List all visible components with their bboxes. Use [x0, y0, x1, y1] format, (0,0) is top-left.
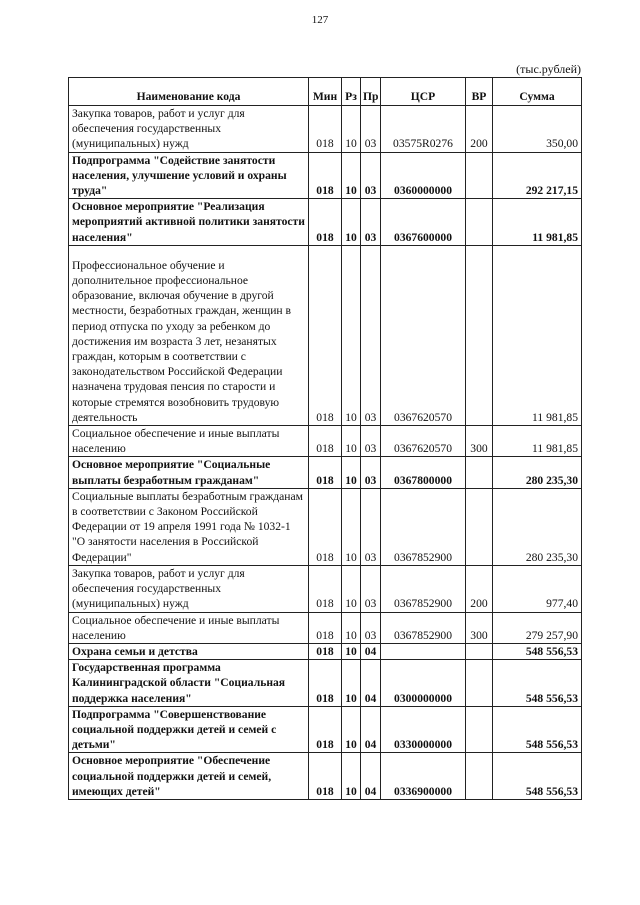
- cell-pr: 03: [361, 199, 381, 246]
- cell-min: 018: [309, 199, 342, 246]
- cell-vr: [466, 199, 493, 246]
- cell-pr: 03: [361, 457, 381, 488]
- cell-csr: 0300000000: [381, 660, 466, 707]
- header-min: Мин: [309, 78, 342, 106]
- cell-pr: 04: [361, 706, 381, 753]
- table-row: [69, 152, 582, 199]
- cell-min: 018: [309, 612, 342, 643]
- cell-rz: 10: [342, 660, 361, 707]
- cell-min: 018: [309, 106, 342, 153]
- cell-rz: 10: [342, 706, 361, 753]
- cell-vr: [466, 457, 493, 488]
- cell-min: 018: [309, 457, 342, 488]
- cell-sum: 280 235,30: [493, 457, 582, 488]
- header-vr: ВР: [466, 78, 493, 106]
- cell-pr: 03: [361, 106, 381, 153]
- cell-sum: 350,00: [493, 106, 582, 153]
- cell-pr: 03: [361, 426, 381, 457]
- cell-csr: 0367852900: [381, 488, 466, 565]
- cell-rz: 10: [342, 612, 361, 643]
- cell-vr: [466, 245, 493, 425]
- cell-sum: 280 235,30: [493, 488, 582, 565]
- cell-pr: 04: [361, 643, 381, 659]
- cell-csr: [381, 643, 466, 659]
- cell-vr: [466, 152, 493, 199]
- cell-name: Подпрограмма "Содействие занятости населения, улучшение условий и охраны труда": [69, 152, 309, 199]
- cell-sum: 11 981,85: [493, 199, 582, 246]
- cell-name: Охрана семьи и детства: [69, 643, 309, 659]
- header-pr: Пр: [361, 78, 381, 106]
- table-row: [69, 457, 582, 488]
- table-row: [69, 643, 582, 659]
- cell-vr: 300: [466, 426, 493, 457]
- cell-min: 018: [309, 245, 342, 425]
- cell-rz: 10: [342, 426, 361, 457]
- cell-pr: 04: [361, 753, 381, 800]
- cell-vr: 300: [466, 612, 493, 643]
- cell-csr: 0336900000: [381, 753, 466, 800]
- cell-name: Социальное обеспечение и иные выплаты населению: [69, 426, 309, 457]
- header-name: Наименование кода: [69, 78, 309, 106]
- cell-sum: 292 217,15: [493, 152, 582, 199]
- cell-vr: [466, 643, 493, 659]
- cell-pr: 03: [361, 245, 381, 425]
- table-row: [69, 612, 582, 643]
- cell-name: Государственная программа Калининградской области "Социальная поддержка населения": [69, 660, 309, 707]
- cell-name: Подпрограмма "Совершенствование социальной поддержки детей и семей с детьми": [69, 706, 309, 753]
- cell-name: Закупка товаров, работ и услуг для обеспечения государственных (муниципальных) нужд: [69, 565, 309, 612]
- cell-sum: 11 981,85: [493, 426, 582, 457]
- cell-min: 018: [309, 488, 342, 565]
- cell-sum: 548 556,53: [493, 753, 582, 800]
- cell-rz: 10: [342, 565, 361, 612]
- cell-name: Основное мероприятие "Обеспечение социальной поддержки детей и семей, имеющих детей": [69, 753, 309, 800]
- table-row: [69, 199, 582, 246]
- cell-pr: 03: [361, 152, 381, 199]
- cell-min: 018: [309, 643, 342, 659]
- header-rz: Рз: [342, 78, 361, 106]
- cell-min: 018: [309, 753, 342, 800]
- cell-sum: 548 556,53: [493, 660, 582, 707]
- cell-min: 018: [309, 660, 342, 707]
- header-csr: ЦСР: [381, 78, 466, 106]
- cell-rz: 10: [342, 245, 361, 425]
- cell-name-text: Профессиональное обучение и дополнительное профессиональное образование, включая обучение в другой местности, безработных граждан, женщин в период отпуска по уходу за ребенком до достижения им возраста 3 лет, незанятых граждан, которым в соответствии с законодательством Российской Федерации назначена трудовая пенсия по старости и которые стремятся возобновить трудовую деятельность: [72, 258, 292, 424]
- table-row: [69, 245, 582, 425]
- cell-csr: 0367620570: [381, 245, 466, 425]
- cell-vr: [466, 488, 493, 565]
- cell-rz: 10: [342, 643, 361, 659]
- cell-name: [69, 245, 309, 425]
- cell-csr: 0367600000: [381, 199, 466, 246]
- cell-sum: 548 556,53: [493, 643, 582, 659]
- cell-csr: 0360000000: [381, 152, 466, 199]
- cell-sum: 977,40: [493, 565, 582, 612]
- table-row: [69, 106, 582, 153]
- cell-rz: 10: [342, 488, 361, 565]
- table-row: [69, 753, 582, 800]
- cell-csr: 0367620570: [381, 426, 466, 457]
- table-row: [69, 706, 582, 753]
- cell-min: 018: [309, 706, 342, 753]
- cell-rz: 10: [342, 106, 361, 153]
- table-row: [69, 565, 582, 612]
- cell-rz: 10: [342, 199, 361, 246]
- cell-min: 018: [309, 565, 342, 612]
- cell-sum: 548 556,53: [493, 706, 582, 753]
- cell-vr: 200: [466, 106, 493, 153]
- page-number: 127: [311, 14, 329, 26]
- table-header-row: [69, 78, 582, 106]
- cell-pr: 03: [361, 612, 381, 643]
- cell-vr: [466, 706, 493, 753]
- cell-sum: 279 257,90: [493, 612, 582, 643]
- cell-name: Социальное обеспечение и иные выплаты населению: [69, 612, 309, 643]
- table-row: [69, 660, 582, 707]
- table-row: [69, 426, 582, 457]
- cell-rz: 10: [342, 457, 361, 488]
- header-sum: Сумма: [493, 78, 582, 106]
- cell-csr: 03575R0276: [381, 106, 466, 153]
- cell-name: Основное мероприятие "Реализация мероприятий активной политики занятости населения": [69, 199, 309, 246]
- budget-table: [68, 77, 582, 800]
- cell-csr: 0330000000: [381, 706, 466, 753]
- units-label: (тыс.рублей): [516, 62, 581, 76]
- cell-vr: [466, 753, 493, 800]
- cell-name: Социальные выплаты безработным гражданам в соответствии с Законом Российской Федерации от 19 апреля 1991 года № 1032-1 "О занятости населения в Российской Федерации": [69, 488, 309, 565]
- cell-vr: 200: [466, 565, 493, 612]
- cell-pr: 04: [361, 660, 381, 707]
- cell-sum: 11 981,85: [493, 245, 582, 425]
- cell-min: 018: [309, 426, 342, 457]
- cell-rz: 10: [342, 753, 361, 800]
- cell-min: 018: [309, 152, 342, 199]
- cell-rz: 10: [342, 152, 361, 199]
- cell-name: Закупка товаров, работ и услуг для обеспечения государственных (муниципальных) нужд: [69, 106, 309, 153]
- cell-vr: [466, 660, 493, 707]
- cell-pr: 03: [361, 565, 381, 612]
- cell-pr: 03: [361, 488, 381, 565]
- cell-csr: 0367852900: [381, 612, 466, 643]
- table-row: [69, 488, 582, 565]
- table-body: [69, 106, 582, 800]
- cell-name: Основное мероприятие "Социальные выплаты безработным гражданам": [69, 457, 309, 488]
- cell-csr: 0367800000: [381, 457, 466, 488]
- cell-csr: 0367852900: [381, 565, 466, 612]
